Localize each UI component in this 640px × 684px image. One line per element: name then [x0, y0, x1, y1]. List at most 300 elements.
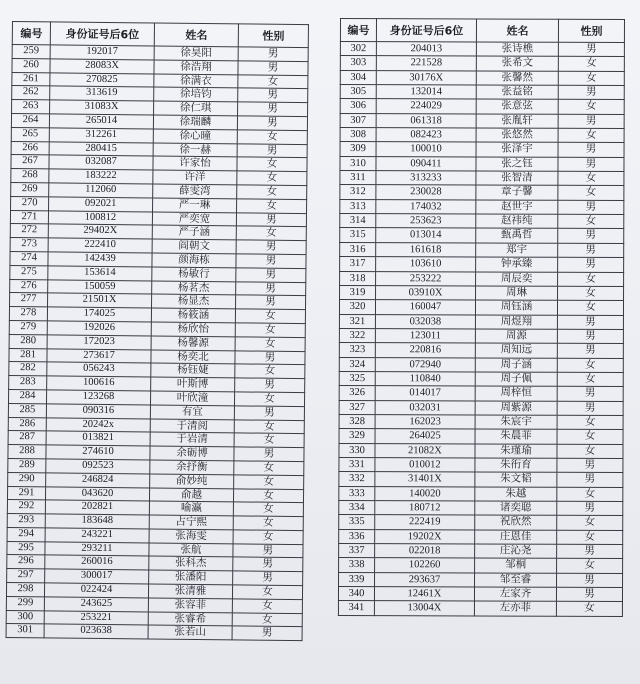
- cell-id-suffix: 273617: [47, 348, 151, 363]
- header-gender: 性别: [558, 19, 624, 42]
- cell-number: 277: [10, 293, 48, 307]
- cell-number: 289: [8, 458, 46, 472]
- table-row: [339, 500, 623, 515]
- cell-number: 282: [9, 362, 47, 376]
- cell-name: 杨茗杰: [152, 281, 236, 296]
- table-row: [339, 443, 623, 458]
- cell-id-suffix: 160047: [375, 300, 475, 315]
- cell-number: 335: [339, 515, 375, 529]
- cell-gender: 男: [236, 240, 306, 255]
- cell-number: 274: [10, 251, 48, 265]
- cell-name: 张睿希: [148, 612, 232, 627]
- cell-number: 291: [7, 486, 45, 500]
- cell-name: 周梓恒: [475, 386, 557, 401]
- table-row: [339, 328, 623, 343]
- table-row: [339, 572, 623, 587]
- cell-name: 杨钰婕: [151, 363, 235, 378]
- cell-number: 312: [340, 185, 376, 199]
- cell-id-suffix: 12461X: [374, 587, 474, 602]
- table-row: [340, 285, 624, 300]
- roster-table-left: [6, 21, 309, 641]
- cell-name: 杨奕北: [151, 350, 235, 365]
- cell-name: 周钰涵: [475, 300, 557, 315]
- cell-gender: 男: [557, 329, 623, 344]
- cell-id-suffix: 30176X: [376, 70, 476, 85]
- table-row: [338, 601, 622, 616]
- cell-number: 288: [8, 445, 46, 459]
- cell-number: 330: [339, 443, 375, 457]
- cell-name: 喻瀛: [149, 501, 233, 516]
- cell-id-suffix: 023638: [44, 624, 148, 639]
- table-row: [6, 624, 302, 641]
- cell-name: 徐浩翔: [154, 60, 238, 75]
- cell-number: 328: [339, 414, 375, 428]
- cell-gender: 男: [236, 268, 306, 283]
- table-row: [340, 214, 624, 229]
- cell-number: 285: [8, 403, 46, 417]
- cell-name: 诸奕聪: [475, 501, 557, 516]
- cell-name: 杨显杰: [152, 294, 236, 309]
- cell-gender: 男: [234, 447, 304, 462]
- cell-id-suffix: 230028: [376, 185, 476, 200]
- cell-id-suffix: 013821: [46, 431, 150, 446]
- cell-id-suffix: 010012: [375, 458, 475, 473]
- cell-number: 303: [340, 56, 376, 70]
- cell-id-suffix: 221528: [376, 56, 476, 71]
- cell-number: 272: [10, 224, 48, 238]
- cell-number: 273: [10, 238, 48, 252]
- cell-id-suffix: 293211: [45, 542, 149, 557]
- cell-id-suffix: 265014: [49, 114, 153, 129]
- cell-gender: 男: [557, 401, 623, 416]
- cell-gender: 男: [235, 350, 305, 365]
- cell-name: 叶斯博: [151, 377, 235, 392]
- cell-name: 严一琳: [153, 198, 237, 213]
- table-row: [339, 515, 623, 530]
- cell-name: 薛雯湾: [153, 184, 237, 199]
- cell-id-suffix: 270825: [50, 72, 154, 87]
- cell-number: 308: [340, 128, 376, 142]
- cell-gender: 女: [232, 585, 302, 600]
- cell-number: 315: [340, 228, 376, 242]
- cell-number: 334: [339, 500, 375, 514]
- cell-gender: 女: [233, 516, 303, 531]
- cell-gender: 女: [558, 272, 624, 287]
- cell-name: 周紫源: [475, 401, 557, 416]
- cell-id-suffix: 056243: [47, 362, 151, 377]
- cell-id-suffix: 31083X: [50, 100, 154, 115]
- cell-id-suffix: 153614: [48, 266, 152, 281]
- cell-name: 余抒衡: [150, 460, 234, 475]
- cell-gender: 女: [557, 487, 623, 502]
- cell-name: 张泽宇: [476, 142, 558, 157]
- cell-gender: 女: [234, 433, 304, 448]
- cell-id-suffix: 19202X: [375, 529, 475, 544]
- cell-name: 周辰奕: [476, 271, 558, 286]
- cell-number: 319: [340, 285, 376, 299]
- cell-id-suffix: 274610: [46, 445, 150, 460]
- cell-id-suffix: 192026: [47, 321, 151, 336]
- cell-gender: 男: [238, 47, 308, 62]
- cell-id-suffix: 100812: [48, 210, 152, 225]
- cell-number: 302: [340, 42, 376, 56]
- cell-number: 340: [338, 587, 374, 601]
- cell-name: 赵祎纯: [476, 214, 558, 229]
- cell-name: 张潘阳: [149, 570, 233, 585]
- cell-id-suffix: 220816: [375, 343, 475, 358]
- table-row: [339, 386, 623, 401]
- cell-gender: 女: [233, 488, 303, 503]
- cell-gender: 女: [557, 372, 623, 387]
- cell-id-suffix: 20242x: [46, 417, 150, 432]
- table-row: [339, 457, 623, 472]
- table-row: [340, 99, 624, 114]
- table-row: [340, 199, 624, 214]
- cell-name: 甄禹哲: [476, 228, 558, 243]
- table-row: [340, 128, 624, 143]
- cell-id-suffix: 183648: [45, 514, 149, 529]
- cell-gender: 女: [556, 602, 622, 617]
- cell-number: 276: [10, 279, 48, 293]
- cell-gender: 女: [557, 358, 623, 373]
- table-row: [340, 70, 624, 85]
- cell-gender: 男: [558, 114, 624, 129]
- cell-name: 许家怡: [153, 156, 237, 171]
- cell-gender: 男: [233, 571, 303, 586]
- table-row: [339, 371, 623, 386]
- cell-id-suffix: 092021: [49, 197, 153, 212]
- cell-number: 295: [7, 541, 45, 555]
- cell-number: 278: [9, 307, 47, 321]
- cell-id-suffix: 110840: [375, 372, 475, 387]
- cell-name: 庄沁尧: [475, 544, 557, 559]
- header-name: 姓名: [154, 23, 238, 47]
- cell-name: 余砺博: [150, 446, 234, 461]
- cell-name: 周子涵: [475, 358, 557, 373]
- cell-id-suffix: 312261: [49, 128, 153, 143]
- table-row: [340, 56, 624, 71]
- cell-gender: 女: [234, 419, 304, 434]
- cell-id-suffix: 28083X: [50, 59, 154, 74]
- cell-gender: 男: [557, 387, 623, 402]
- cell-gender: 女: [557, 444, 623, 459]
- cell-number: 316: [340, 242, 376, 256]
- cell-name: 朱衎育: [475, 458, 557, 473]
- header-number: 编号: [12, 22, 50, 45]
- cell-id-suffix: 222419: [375, 515, 475, 530]
- cell-gender: 女: [235, 337, 305, 352]
- cell-gender: 女: [236, 226, 306, 241]
- cell-gender: 女: [237, 157, 307, 172]
- cell-gender: 男: [236, 281, 306, 296]
- cell-gender: 男: [558, 229, 624, 244]
- cell-id-suffix: 161618: [376, 242, 476, 257]
- cell-name: 张胤轩: [476, 114, 558, 129]
- cell-id-suffix: 100616: [47, 376, 151, 391]
- cell-gender: 女: [235, 323, 305, 338]
- cell-gender: 男: [237, 143, 307, 158]
- cell-name: 朱文韬: [475, 472, 557, 487]
- cell-id-suffix: 253623: [376, 214, 476, 229]
- cell-gender: 女: [233, 502, 303, 517]
- cell-gender: 男: [238, 61, 308, 76]
- cell-number: 306: [340, 99, 376, 113]
- cell-name: 张航: [149, 543, 233, 558]
- cell-gender: 女: [238, 74, 308, 89]
- cell-gender: 男: [556, 587, 622, 602]
- table-row: [340, 113, 624, 128]
- cell-id-suffix: 123268: [46, 390, 150, 405]
- cell-number: 297: [7, 569, 45, 583]
- cell-gender: 男: [557, 573, 623, 588]
- cell-gender: 女: [558, 171, 624, 186]
- cell-id-suffix: 172023: [47, 335, 151, 350]
- cell-gender: 男: [558, 85, 624, 100]
- roster-table-right: [338, 18, 625, 617]
- cell-gender: 男: [234, 406, 304, 421]
- cell-number: 300: [6, 610, 44, 624]
- cell-number: 304: [340, 70, 376, 84]
- cell-name: 杨欣怡: [151, 322, 235, 337]
- cell-name: 于岩清: [150, 432, 234, 447]
- cell-gender: 女: [557, 415, 623, 430]
- cell-id-suffix: 204013: [376, 42, 476, 57]
- cell-number: 301: [6, 624, 44, 638]
- cell-id-suffix: 132014: [376, 85, 476, 100]
- cell-id-suffix: 224029: [376, 99, 476, 114]
- cell-name: 张意弦: [476, 99, 558, 114]
- cell-name: 张清雅: [148, 584, 232, 599]
- cell-name: 周知远: [475, 343, 557, 358]
- cell-gender: 女: [558, 186, 624, 201]
- cell-gender: 男: [236, 254, 306, 269]
- cell-number: 292: [7, 500, 45, 514]
- cell-name: 徐瑞麟: [153, 115, 237, 130]
- cell-id-suffix: 260016: [45, 555, 149, 570]
- cell-gender: 男: [557, 473, 623, 488]
- cell-name: 张若山: [148, 625, 232, 640]
- cell-id-suffix: 222410: [48, 238, 152, 253]
- cell-number: 324: [339, 357, 375, 371]
- cell-number: 293: [7, 514, 45, 528]
- cell-number: 268: [11, 169, 49, 183]
- cell-id-suffix: 13004X: [374, 601, 474, 616]
- cell-number: 309: [340, 142, 376, 156]
- cell-name: 徐培钧: [154, 87, 238, 102]
- cell-number: 283: [9, 376, 47, 390]
- cell-gender: 男: [558, 157, 624, 172]
- cell-name: 杨馨源: [151, 336, 235, 351]
- table-row: [339, 414, 623, 429]
- table-row: [338, 587, 622, 602]
- cell-id-suffix: 293637: [375, 572, 475, 587]
- table-row: [339, 472, 623, 487]
- cell-id-suffix: 123011: [375, 329, 475, 344]
- header-gender: 性别: [238, 24, 308, 48]
- cell-name: 赵世宇: [476, 200, 558, 215]
- cell-number: 275: [10, 265, 48, 279]
- cell-id-suffix: 264025: [375, 429, 475, 444]
- table-row: [340, 185, 624, 200]
- cell-id-suffix: 174032: [376, 199, 476, 214]
- cell-id-suffix: 246824: [46, 473, 150, 488]
- cell-number: 325: [339, 371, 375, 385]
- table-row: [340, 271, 624, 286]
- cell-gender: 男: [238, 88, 308, 103]
- cell-gender: 女: [235, 309, 305, 324]
- cell-id-suffix: 202821: [45, 500, 149, 515]
- cell-name: 周子佩: [475, 372, 557, 387]
- cell-id-suffix: 072940: [375, 357, 475, 372]
- cell-number: 326: [339, 386, 375, 400]
- cell-name: 左家齐: [474, 587, 556, 602]
- cell-number: 265: [11, 127, 49, 141]
- cell-number: 290: [8, 472, 46, 486]
- cell-name: 张海雯: [149, 529, 233, 544]
- cell-id-suffix: 253221: [44, 611, 148, 626]
- cell-id-suffix: 014017: [375, 386, 475, 401]
- cell-number: 263: [12, 100, 50, 114]
- cell-name: 张科杰: [149, 556, 233, 571]
- cell-name: 左亦菲: [474, 601, 556, 616]
- table-row: [339, 544, 623, 559]
- cell-gender: 女: [558, 286, 624, 301]
- cell-name: 朱瑾瑜: [475, 444, 557, 459]
- cell-name: 张悠然: [476, 128, 558, 143]
- cell-id-suffix: 140020: [375, 486, 475, 501]
- cell-id-suffix: 162023: [375, 415, 475, 430]
- cell-number: 317: [340, 257, 376, 271]
- cell-id-suffix: 061318: [376, 113, 476, 128]
- cell-name: 邹桐: [475, 558, 557, 573]
- cell-number: 333: [339, 486, 375, 500]
- table-row: [340, 85, 624, 100]
- cell-name: 俞妙纯: [150, 474, 234, 489]
- cell-id-suffix: 022424: [44, 583, 148, 598]
- cell-number: 260: [12, 58, 50, 72]
- cell-number: 294: [7, 527, 45, 541]
- cell-gender: 男: [557, 501, 623, 516]
- cell-id-suffix: 243625: [44, 597, 148, 612]
- cell-id-suffix: 192017: [50, 45, 154, 60]
- cell-id-suffix: 043620: [45, 486, 149, 501]
- cell-name: 于清阅: [150, 418, 234, 433]
- cell-id-suffix: 082423: [376, 128, 476, 143]
- cell-number: 332: [339, 472, 375, 486]
- table-row: [340, 142, 624, 157]
- cell-name: 严奕宽: [152, 212, 236, 227]
- cell-number: 339: [339, 572, 375, 586]
- table-row: [339, 486, 623, 501]
- cell-gender: 男: [557, 458, 623, 473]
- cell-gender: 男: [236, 212, 306, 227]
- table-row: [339, 300, 623, 315]
- cell-gender: 男: [235, 378, 305, 393]
- cell-name: 祝欣然: [475, 515, 557, 530]
- cell-name: 周琳: [476, 286, 558, 301]
- table-row: [340, 228, 624, 243]
- cell-id-suffix: 103610: [376, 257, 476, 272]
- cell-gender: 女: [558, 214, 624, 229]
- cell-name: 张馨然: [476, 71, 558, 86]
- cell-name: 杨筱涵: [151, 308, 235, 323]
- cell-name: 庄恩佳: [475, 530, 557, 545]
- cell-number: 269: [11, 182, 49, 196]
- cell-number: 336: [339, 529, 375, 543]
- cell-name: 周煜翔: [475, 315, 557, 330]
- cell-number: 327: [339, 400, 375, 414]
- cell-number: 279: [9, 320, 47, 334]
- cell-name: 张诗樵: [476, 42, 558, 57]
- cell-number: 296: [7, 555, 45, 569]
- cell-gender: 男: [558, 42, 624, 57]
- cell-id-suffix: 013014: [376, 228, 476, 243]
- cell-id-suffix: 03910X: [376, 285, 476, 300]
- cell-name: 许洋: [153, 170, 237, 185]
- cell-gender: 女: [557, 559, 623, 574]
- cell-id-suffix: 29402X: [48, 224, 152, 239]
- cell-number: 305: [340, 85, 376, 99]
- cell-name: 叶欣潼: [150, 391, 234, 406]
- cell-id-suffix: 300017: [45, 569, 149, 584]
- table-row: [340, 242, 624, 257]
- cell-name: 张之钰: [476, 157, 558, 172]
- cell-id-suffix: 31401X: [375, 472, 475, 487]
- cell-name: 颜海栋: [152, 253, 236, 268]
- table-row: [340, 257, 624, 272]
- cell-id-suffix: 032031: [375, 400, 475, 415]
- cell-number: 318: [340, 271, 376, 285]
- cell-name: 张容菲: [148, 598, 232, 613]
- cell-number: 281: [9, 348, 47, 362]
- cell-gender: 女: [558, 100, 624, 115]
- cell-number: 320: [339, 300, 375, 314]
- cell-number: 259: [12, 45, 50, 59]
- cell-name: 章子馨: [476, 185, 558, 200]
- header-id-suffix: 身份证号后6位: [376, 19, 476, 42]
- cell-gender: 女: [237, 199, 307, 214]
- cell-id-suffix: 090411: [376, 156, 476, 171]
- cell-name: 严子涵: [152, 225, 236, 240]
- cell-name: 郑宇: [476, 243, 558, 258]
- cell-number: 337: [339, 544, 375, 558]
- cell-id-suffix: 032038: [375, 314, 475, 329]
- cell-number: 338: [339, 558, 375, 572]
- cell-number: 298: [6, 583, 44, 597]
- cell-number: 266: [11, 141, 49, 155]
- cell-number: 331: [339, 457, 375, 471]
- cell-gender: 男: [557, 315, 623, 330]
- cell-number: 314: [340, 214, 376, 228]
- cell-name: 徐心曈: [153, 129, 237, 144]
- cell-id-suffix: 022018: [375, 544, 475, 559]
- cell-name: 徐仁琪: [154, 101, 238, 116]
- table-row: [339, 558, 623, 573]
- table-row: [339, 314, 623, 329]
- cell-id-suffix: 183222: [49, 169, 153, 184]
- cell-id-suffix: 243221: [45, 528, 149, 543]
- cell-id-suffix: 150059: [48, 279, 152, 294]
- cell-number: 271: [10, 210, 48, 224]
- cell-id-suffix: 174025: [47, 307, 151, 322]
- cell-number: 322: [339, 328, 375, 342]
- cell-number: 261: [12, 72, 50, 86]
- cell-name: 徐一赫: [153, 143, 237, 158]
- cell-id-suffix: 180712: [375, 501, 475, 516]
- cell-name: 杨敏行: [152, 267, 236, 282]
- cell-gender: 女: [557, 430, 623, 445]
- cell-name: 朱宸宇: [475, 415, 557, 430]
